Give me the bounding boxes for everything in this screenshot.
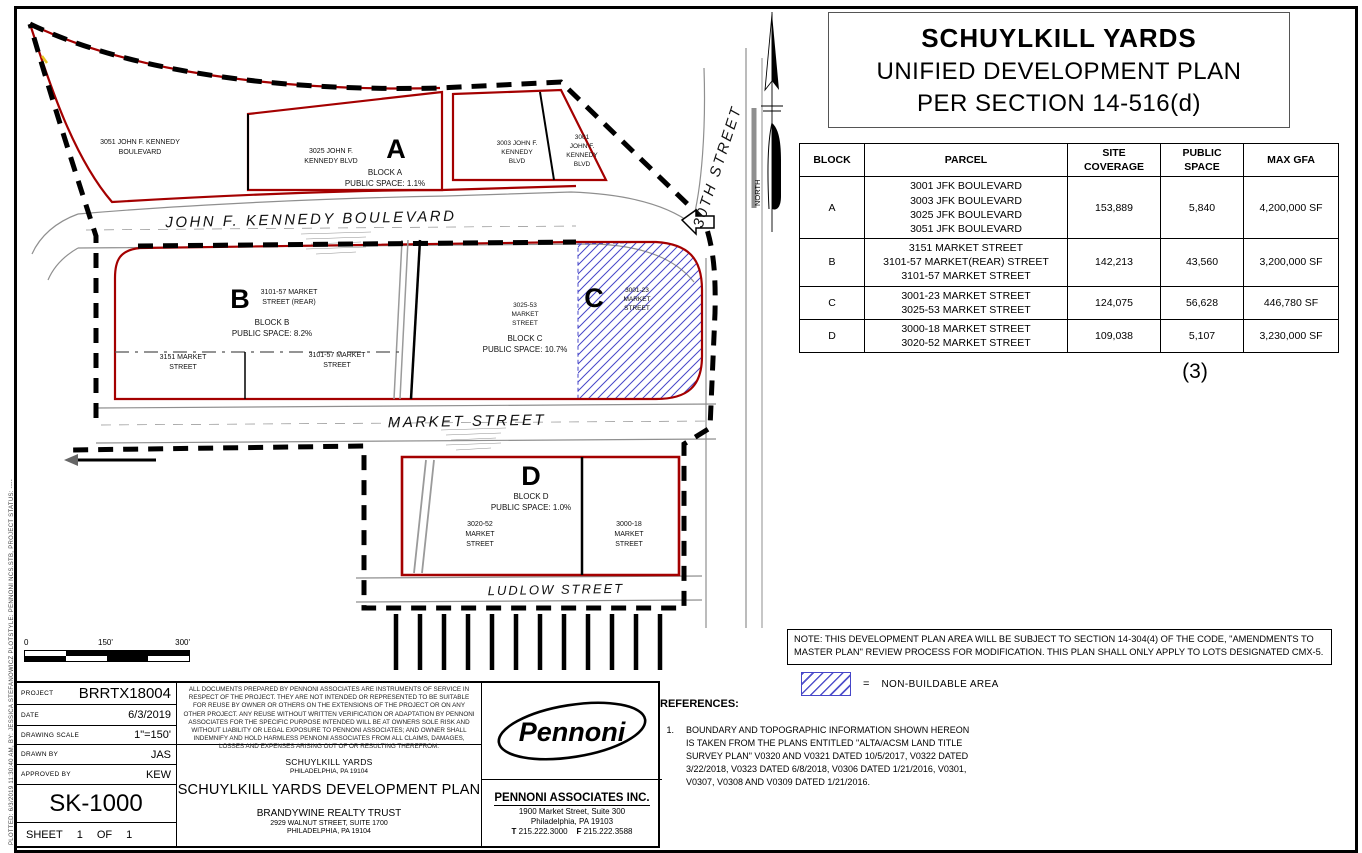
block-b-name: BLOCK B xyxy=(254,318,290,327)
parcel-label-3101: 3101-57 MARKET xyxy=(308,352,366,359)
cell-parcels: 3001 JFK BOULEVARD 3003 JFK BOULEVARD 3025 JFK BOULEVARD 3051 JFK BOULEVARD xyxy=(865,177,1068,239)
svg-text:MARKET: MARKET xyxy=(465,531,495,538)
owner-address2: PHILADELPHIA, PA 19104 xyxy=(287,827,371,835)
scale-tick-150: 150' xyxy=(98,638,113,647)
legend-label: NON-BUILDABLE AREA xyxy=(881,678,999,690)
sheet-number: SK-1000 xyxy=(16,785,176,823)
table-row xyxy=(800,286,1339,319)
parcel-label-3025: 3025 JOHN F. xyxy=(309,148,353,155)
drawing-title: SCHUYLKILL YARDS DEVELOPMENT PLAN xyxy=(177,781,481,798)
reference-text: BOUNDARY AND TOPOGRAPHIC INFORMATION SHOWN HEREON IS TAKEN FROM THE PLANS ENTITLED "ALTA/ACSM LAND TITLE SURVEY PLAN" V0320 AND V0321 DATED 10/5/2017, V0322 DATED 3/22/2018, V0323 DATED 6/8/2018, V0306 DATED 1/21/2016, V0301, V0307, V0308 AND V0309 DATED 1/21/2016. xyxy=(686,725,970,788)
title-block-fields xyxy=(16,683,177,846)
cell-public-space: 56,628 xyxy=(1161,286,1244,319)
legend xyxy=(801,671,999,697)
scale-bar-graphic xyxy=(24,650,190,662)
references xyxy=(660,698,1008,789)
parcel-label-3001-23: 3001-23 xyxy=(625,287,649,294)
non-buildable-area xyxy=(578,242,702,399)
parcel-label-3000-18: 3000-18 xyxy=(616,521,642,528)
firm-contact xyxy=(482,780,662,848)
disclaimer-text: ALL DOCUMENTS PREPARED BY PENNONI ASSOCIATES ARE INSTRUMENTS OF SERVICE IN RESPECT OF THE PROJECT. THEY ARE NOT INTENDED OR REPRESENTED TO BE SUITABLE FOR REUSE BY OWNER OR OTHERS ON THE EXTENSIONS OF THE PROJECT OR ON ANY OTHER PROJECT. ANY REUSE WITHOUT WRITTEN VERIFICATION OR ADAPTATION BY PENNONI ASSOCIATES FOR THE SPECIFIC PURPOSE INTENDED WILL BE AT OWNERS SOLE RISK AND WITHOUT LIABILITY OR LEGAL EXPOSURE TO PENNONI ASSOCIATES; AND OWNER SHALL INDEMNIFY AND HOLD HARMLESS PENNONI ASSOCIATES FROM ALL CLAIMS, DAMAGES, LOSSES AND EXPENSES ARISING OUT OF OR RESULTING THEREFROM. xyxy=(177,683,481,745)
cell-parcels: 3151 MARKET STREET 3101-57 MARKET(REAR) STREET 3101-57 MARKET STREET xyxy=(865,239,1068,287)
owner-address1: 2929 WALNUT STREET, SUITE 1700 xyxy=(270,819,388,827)
svg-text:STREET: STREET xyxy=(466,541,494,548)
cell-public-space: 5,840 xyxy=(1161,177,1244,239)
block-d-name: BLOCK D xyxy=(513,492,549,501)
header-public-space: PUBLIC SPACE xyxy=(1161,144,1244,177)
legend-equals: = xyxy=(863,678,870,690)
owner-name: BRANDYWINE REALTY TRUST xyxy=(256,807,402,819)
cell-max-gfa: 446,780 SF xyxy=(1244,286,1339,319)
block-a-name: BLOCK A xyxy=(367,168,403,177)
parcel-label-3003: 3003 JOHN F. xyxy=(496,140,538,147)
title-block-center xyxy=(177,683,482,846)
note-box: NOTE: THIS DEVELOPMENT PLAN AREA WILL BE SUBJECT TO SECTION 14-304(4) OF THE CODE, "AMENDMENTS TO MASTER PLAN" REVIEW PROCESS FOR MODIFICATION. THIS PLAN SHALL ONLY APPLY TO LOTS DESIGNATED CMX-5. xyxy=(787,629,1332,665)
cell-site-coverage: 153,889 xyxy=(1068,177,1161,239)
site-plan xyxy=(16,8,764,674)
svg-text:KENNEDY BLVD: KENNEDY BLVD xyxy=(304,158,358,165)
header-max-gfa: MAX GFA xyxy=(1244,144,1339,177)
parcel-label-3001: 3001 xyxy=(574,134,590,141)
block-b-letter: B xyxy=(230,284,250,314)
parcel-label-3051: 3051 JOHN F. KENNEDY xyxy=(100,139,180,146)
header-site-coverage: SITE COVERAGE xyxy=(1068,144,1161,177)
revision-mark: (3) xyxy=(1182,360,1208,383)
svg-text:KENNEDY: KENNEDY xyxy=(501,149,533,156)
svg-text:STREET (REAR): STREET (REAR) xyxy=(262,299,316,306)
header-parcel: PARCEL xyxy=(865,144,1068,177)
svg-text:STREET: STREET xyxy=(169,364,197,371)
block-c-letter: C xyxy=(584,283,604,313)
cell-site-coverage: 109,038 xyxy=(1068,319,1161,352)
road-arrow-small xyxy=(64,454,78,466)
firm-address2: Philadelphia, PA 19103 xyxy=(530,817,614,826)
client-city: PHILADELPHIA, PA 19104 xyxy=(290,767,368,775)
north-label: NORTH xyxy=(753,179,762,206)
svg-text:BLVD: BLVD xyxy=(573,161,591,168)
block-d-letter: D xyxy=(521,461,541,491)
cell-public-space: 5,107 xyxy=(1161,319,1244,352)
drawing-title-box xyxy=(828,12,1290,128)
reference-number: 1. xyxy=(666,725,674,735)
scale-tick-300: 300' xyxy=(175,638,190,647)
svg-text:MARKET: MARKET xyxy=(511,311,539,318)
svg-text:STREET: STREET xyxy=(323,362,351,369)
field-approved-by: APPROVED BY KEW xyxy=(16,765,176,785)
table-header-row xyxy=(800,144,1339,177)
street-label-market: MARKET STREET xyxy=(387,411,547,432)
street-label-ludlow: LUDLOW STREET xyxy=(487,580,625,599)
summary-table xyxy=(799,143,1339,353)
svg-text:KENNEDY: KENNEDY xyxy=(566,152,598,159)
svg-text:BOULEVARD: BOULEVARD xyxy=(118,149,162,156)
svg-text:STREET: STREET xyxy=(624,305,650,312)
cell-max-gfa: 4,200,000 SF xyxy=(1244,177,1339,239)
parcel-label-3101r: 3101-57 MARKET xyxy=(260,289,318,296)
references-heading: REFERENCES: xyxy=(660,698,739,710)
scale-tick-0: 0 xyxy=(24,638,29,647)
block-b-publicspace: PUBLIC SPACE: 8.2% xyxy=(231,329,313,338)
parcel-label-3020-52: 3020-52 xyxy=(467,521,493,528)
svg-text:STREET: STREET xyxy=(512,320,538,327)
north-arrow xyxy=(752,10,792,235)
parcel-label-3151: 3151 MARKET xyxy=(159,354,207,361)
block-a-publicspace: PUBLIC SPACE: 1.1% xyxy=(344,179,426,188)
cell-site-coverage: 142,213 xyxy=(1068,239,1161,287)
non-buildable-hatch-swatch xyxy=(801,672,851,696)
street-label-30th: 30TH STREET xyxy=(689,103,746,230)
reference-item xyxy=(660,724,1008,789)
cell-parcels: 3001-23 MARKET STREET 3025-53 MARKET STREET xyxy=(865,286,1068,319)
firm-logo xyxy=(482,683,662,780)
firm-phone: T 215.222.3000 F 215.222.3588 xyxy=(511,827,633,836)
plan-title-line3: PER SECTION 14-516(d) xyxy=(917,89,1201,117)
svg-text:MARKET: MARKET xyxy=(623,296,651,303)
table-row xyxy=(800,177,1339,239)
block-c-publicspace: PUBLIC SPACE: 10.7% xyxy=(482,345,568,354)
plot-info-text: PLOTTED: 6/3/2019 11:30:40 AM, BY: JESSICA STEFANOWICZ PLOTSTYLE: PENNONI NCS.STB, PROJECT STATUS: ---- xyxy=(9,479,15,845)
parcel-label-3025-53: 3025-53 xyxy=(513,302,537,309)
title-block-firm xyxy=(482,683,662,846)
field-project: PROJECT BRRTX18004 xyxy=(16,683,176,705)
field-drawing-scale: DRAWING SCALE 1"=150' xyxy=(16,726,176,745)
field-drawn-by: DRAWN BY JAS xyxy=(16,745,176,765)
svg-text:JOHN F.: JOHN F. xyxy=(569,143,595,150)
cell-public-space: 43,560 xyxy=(1161,239,1244,287)
project-identity xyxy=(177,745,481,846)
pennoni-logo-icon xyxy=(492,695,652,767)
cell-max-gfa: 3,230,000 SF xyxy=(1244,319,1339,352)
table-row xyxy=(800,239,1339,287)
sheet-count-row: SHEET 1 OF 1 xyxy=(26,829,133,841)
svg-text:STREET: STREET xyxy=(615,541,643,548)
firm-name: PENNONI ASSOCIATES INC. xyxy=(494,792,650,804)
cell-block: B xyxy=(800,239,865,287)
cell-block: A xyxy=(800,177,865,239)
scale-bar xyxy=(24,638,190,662)
svg-text:MARKET: MARKET xyxy=(614,531,644,538)
cell-block: C xyxy=(800,286,865,319)
client-name: SCHUYLKILL YARDS xyxy=(285,756,373,767)
pennoni-logo-text: Pennoni xyxy=(518,717,626,747)
cell-parcels: 3000-18 MARKET STREET 3020-52 MARKET STREET xyxy=(865,319,1068,352)
plan-title-line1: SCHUYLKILL YARDS xyxy=(921,22,1197,53)
cell-max-gfa: 3,200,000 SF xyxy=(1244,239,1339,287)
title-block xyxy=(14,681,660,848)
block-d-publicspace: PUBLIC SPACE: 1.0% xyxy=(490,503,572,512)
cell-site-coverage: 124,075 xyxy=(1068,286,1161,319)
block-c-name: BLOCK C xyxy=(507,334,543,343)
field-date: DATE 6/3/2019 xyxy=(16,705,176,726)
table-row xyxy=(800,319,1339,352)
plan-title-line2: UNIFIED DEVELOPMENT PLAN xyxy=(876,57,1242,85)
street-label-jfk: JOHN F. KENNEDY BOULEVARD xyxy=(165,207,457,232)
svg-text:BLVD: BLVD xyxy=(508,158,526,165)
block-a-letter: A xyxy=(386,134,406,164)
firm-address1: 1900 Market Street, Suite 300 xyxy=(518,807,626,816)
header-block: BLOCK xyxy=(800,144,865,177)
cell-block: D xyxy=(800,319,865,352)
